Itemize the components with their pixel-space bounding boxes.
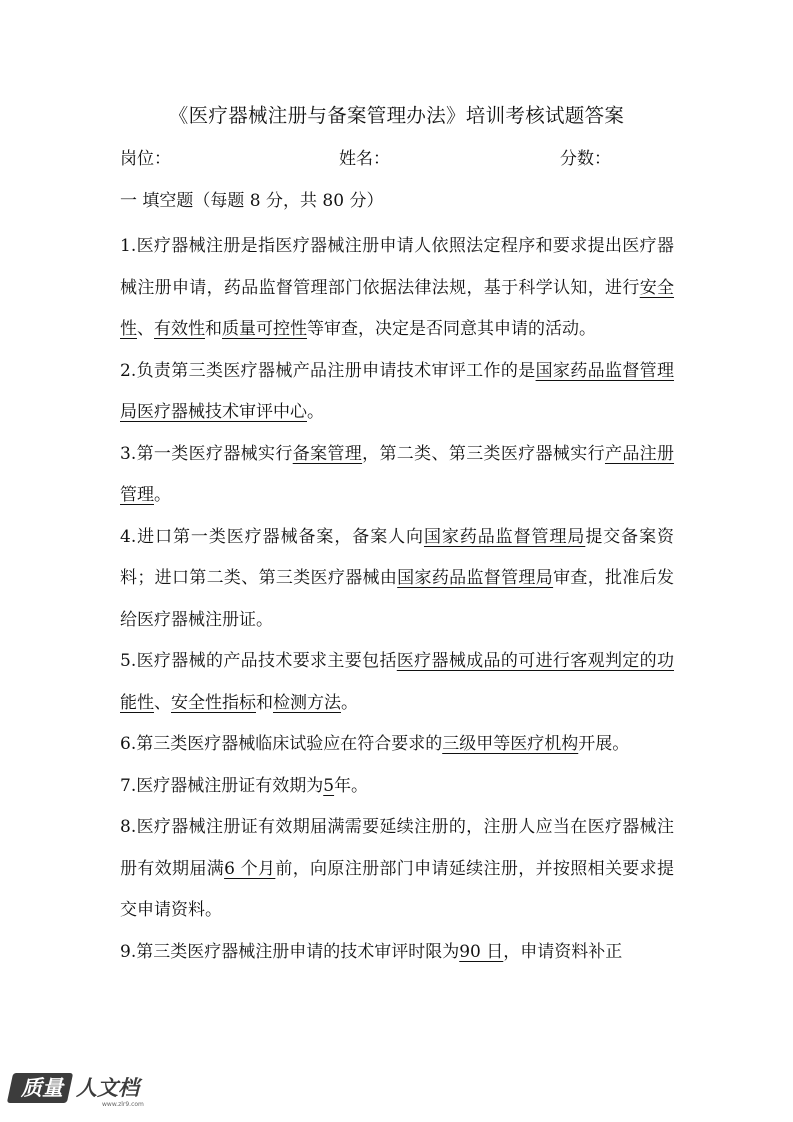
answer-blank: 检测方法 xyxy=(273,692,341,713)
question-text: 医疗器械的产品技术要求主要包括 xyxy=(136,651,397,671)
question-text: 第三类医疗器械注册申请的技术审评时限为 xyxy=(136,941,460,962)
watermark-logo xyxy=(10,1069,160,1109)
question-1 xyxy=(120,226,674,351)
score-label: 分数： xyxy=(560,149,611,169)
question-4 xyxy=(120,517,674,642)
question-text: ，第二类、第三类医疗器械实行 xyxy=(362,443,605,464)
question-7 xyxy=(120,766,674,808)
answer-blank: 国家药品监督管理局 xyxy=(397,568,554,588)
question-3 xyxy=(120,434,674,517)
answer-blank: 国家药品监督管理局医疗器械技术审评中心 xyxy=(120,360,675,422)
question-5 xyxy=(120,641,674,724)
question-number: 7. xyxy=(120,775,137,796)
answer-blank: 医疗器械成品的可进行客观判定的功能性 xyxy=(120,651,675,713)
question-text: 审查，批准后发给医疗器械注册证。 xyxy=(120,568,675,630)
question-number: 5. xyxy=(120,651,137,671)
question-number: 4. xyxy=(120,526,137,547)
post-label: 岗位： xyxy=(120,149,171,169)
name-label: 姓名： xyxy=(339,149,390,169)
section-heading: 一 填空题（每题 8 分，共 80 分） xyxy=(120,191,384,211)
question-text: ，申请资料补正 xyxy=(503,941,623,962)
question-text: 。 xyxy=(341,692,358,713)
answer-blank: 安全性指标 xyxy=(171,692,256,713)
question-text: 和 xyxy=(256,692,273,713)
question-number: 8. xyxy=(120,817,137,837)
answer-blank: 质量可控性 xyxy=(222,319,307,339)
question-text: 等审查，决定是否同意其申请的活动。 xyxy=(307,319,596,339)
watermark-text-left: 质量 xyxy=(21,1076,63,1100)
answer-blank: 5 xyxy=(323,775,335,796)
question-number: 1. xyxy=(120,236,137,256)
answer-blank: 6 个月 xyxy=(224,858,276,879)
answer-blank: 有效性 xyxy=(154,319,205,339)
question-text: 进口第一类医疗器械备案，备案人向 xyxy=(136,526,424,547)
answer-blank: 备案管理 xyxy=(292,443,363,464)
question-text: 医疗器械注册证有效期为 xyxy=(136,775,324,796)
watermark-url: www.zlr9.com xyxy=(102,1101,144,1108)
answer-blank: 产品注册管理 xyxy=(120,443,675,505)
question-2 xyxy=(120,351,674,434)
question-text: 。 xyxy=(154,485,171,505)
question-text: 、 xyxy=(137,319,154,339)
answer-blank: 三级甲等医疗机构 xyxy=(442,734,579,754)
answer-blank: 国家药品监督管理局 xyxy=(423,526,586,547)
answer-blank: 90 日 xyxy=(459,941,504,962)
question-number: 3. xyxy=(120,443,137,464)
question-text: 年。 xyxy=(334,775,369,796)
answer-blank: 安全性 xyxy=(120,277,675,339)
question-text: 、 xyxy=(154,692,171,713)
question-number: 6. xyxy=(120,734,137,754)
question-text: 。 xyxy=(307,402,324,422)
question-text: 和 xyxy=(205,319,222,339)
question-text: 医疗器械注册是指医疗器械注册申请人依照法定程序和要求提出医疗器械注册申请，药品监督管理部门依据法律法规，基于科学认知，进行 xyxy=(120,236,674,298)
question-number: 9. xyxy=(120,941,137,962)
question-text: 前，向原注册部门申请延续注册，并按照相关要求提交申请资料。 xyxy=(120,858,674,920)
document-title: 《医疗器械注册与备案管理办法》培训考核试题答案 xyxy=(168,104,625,127)
question-text: 开展。 xyxy=(578,734,630,754)
question-list xyxy=(120,226,674,973)
question-text: 医疗器械注册证有效期届满需要延续注册的，注册人应当在医疗器械注册有效期届满 xyxy=(120,817,674,879)
question-text: 提交备案资料；进口第二类、第三类医疗器械由 xyxy=(120,526,675,588)
question-text: 负责第三类医疗器械产品注册申请技术审评工作的是 xyxy=(136,360,536,381)
question-6 xyxy=(120,724,674,766)
question-text: 第一类医疗器械实行 xyxy=(136,443,293,464)
question-9 xyxy=(120,932,674,974)
watermark-text-right: 人文档 xyxy=(76,1076,139,1100)
question-number: 2. xyxy=(120,360,137,381)
question-8 xyxy=(120,807,674,932)
question-text: 第三类医疗器械临床试验应在符合要求的 xyxy=(136,734,443,754)
